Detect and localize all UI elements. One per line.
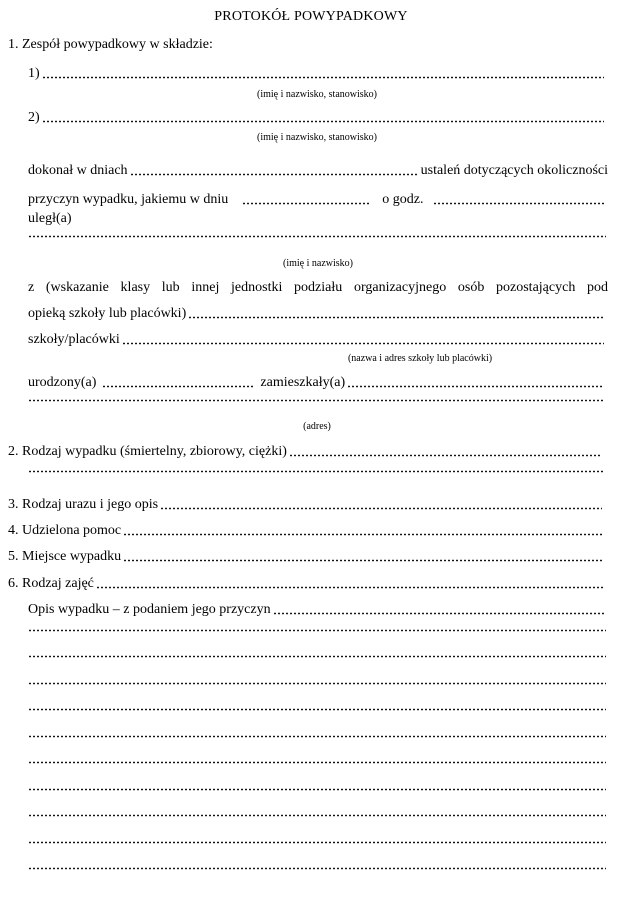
member-2-field[interactable]: 2) [28,110,606,126]
description-dotted-line[interactable] [28,761,606,764]
description-line[interactable] [28,788,608,794]
aid-dotted-line[interactable] [123,533,602,536]
birth-date-field[interactable] [102,385,254,388]
class-unit-text: z (wskazanie klasy lub innej jednostki podziału organizacyjnego osób pozostających pod [28,280,608,295]
description-dotted-line[interactable] [28,788,606,791]
class-unit-field[interactable]: opieką szkoły lub placówki) [28,306,606,322]
accident-type-dotted-line-2[interactable] [28,470,604,473]
description-line[interactable] [28,708,608,714]
description-line[interactable] [28,841,608,847]
description-dotted-line[interactable] [28,841,606,844]
description-dotted-line[interactable] [28,735,606,738]
address-dotted-line[interactable] [28,399,604,402]
activity-dotted-line[interactable] [96,586,604,589]
document-title: PROTOKÓŁ POWYPADKOWY [214,9,408,24]
description-line[interactable] [28,655,608,661]
section-4-field[interactable]: 4. Udzielona pomoc [8,523,604,539]
school-field[interactable]: szkoły/placówki [28,332,606,348]
section-3-field[interactable]: 3. Rodzaj urazu i jego opis [8,497,604,513]
section-6-field[interactable]: 6. Rodzaj zajęć [8,576,606,592]
description-dotted-line[interactable] [28,629,606,632]
description-line[interactable] [28,682,608,688]
school-caption: (nazwa i adres szkoły lub placówki) [347,353,493,364]
accident-time-field[interactable] [433,202,606,205]
section-5-field[interactable]: 5. Miejsce wypadku [8,549,606,565]
address-field[interactable] [28,399,606,405]
section-2-field[interactable]: 2. Rodzaj wypadku (śmiertelny, zbiorowy, ciężki) [8,444,604,460]
member-2-caption: (imię i nazwisko, stanowisko) [257,132,377,143]
description-dotted-line[interactable] [28,682,606,685]
victim-caption: (imię i nazwisko) [283,258,353,269]
member-2-dotted-line[interactable] [42,120,604,123]
description-line[interactable] [28,735,608,741]
investigation-dates-line: dokonał w dniach ustaleń dotyczących okoliczności [28,163,608,178]
place-dotted-line[interactable] [123,559,604,562]
description-dotted-line[interactable] [28,867,606,870]
accident-date-time-line: przyczyn wypadku, jakiemu w dniu o godz. [28,192,608,208]
description-line[interactable] [28,629,608,635]
ulegl-label: uległ(a) [28,211,72,226]
school-dotted-line[interactable] [122,342,604,345]
injury-dotted-line[interactable] [160,507,602,510]
description-dotted-line[interactable] [28,655,606,658]
accident-type-dotted-line[interactable] [289,454,602,457]
section-1-label: 1. Zespół powypadkowy w składzie: [8,37,213,52]
description-field[interactable]: Opis wypadku – z podaniem jego przyczyn [28,602,606,618]
accident-date-field[interactable] [242,202,370,205]
investigation-dates-field[interactable] [130,173,419,176]
birth-residence-line: urodzony(a) zamieszkały(a) [28,375,606,391]
member-1-field[interactable]: 1) [28,66,606,82]
victim-name-field[interactable] [28,235,608,241]
description-dotted-line[interactable] [28,708,606,711]
member-1-dotted-line[interactable] [42,76,604,79]
description-line[interactable] [28,867,608,873]
description-line[interactable] [28,814,608,820]
class-unit-dotted-line[interactable] [188,316,604,319]
victim-name-dotted-line[interactable] [28,235,606,238]
description-dotted-line[interactable] [28,814,606,817]
section-2-extra-line[interactable] [28,470,606,476]
member-1-caption: (imię i nazwisko, stanowisko) [257,89,377,100]
residence-field[interactable] [347,385,604,388]
address-caption: (adres) [303,421,331,432]
description-dotted-line[interactable] [273,612,604,615]
description-line[interactable] [28,761,608,767]
